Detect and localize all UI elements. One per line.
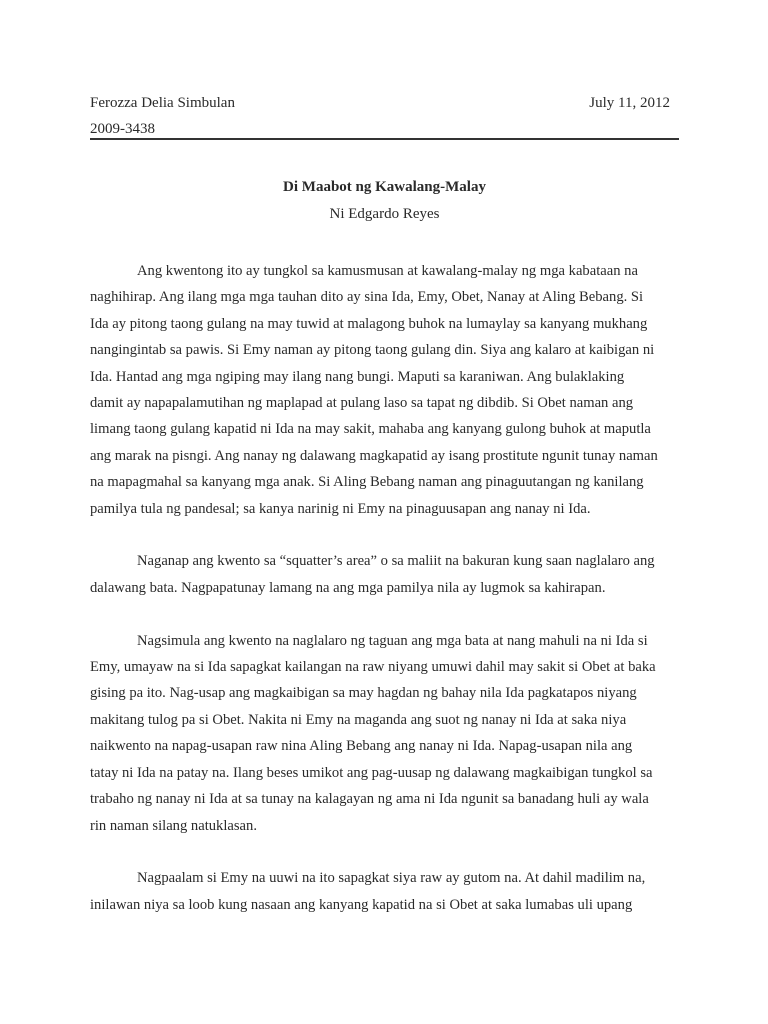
text-line: na mapagmahal sa kanyang mga anak. Si Aling Bebang naman ang pinaguutangan ng kanilang xyxy=(90,474,644,491)
paragraph-1 xyxy=(90,258,680,522)
text-line: Ida. Hantad ang mga ngiping may ilang nang bungi. Maputi sa karaniwan. Ang bulaklaking xyxy=(90,368,625,385)
text-line: naikwento na napag-usapan raw nina Aling Bebang ang nanay ni Ida. Napag-usapan nila ang xyxy=(90,738,633,755)
text-line: makitang tulog pa si Obet. Nakita ni Emy na maganda ang suot ng nanay ni Ida at saka niya xyxy=(90,711,627,728)
text-line: tatay ni Ida na patay na. Ilang beses umikot ang pag-uusap ng dalawang magkaibigan tungkol sa xyxy=(90,764,653,781)
text-line: ang marak na pisngi. Ang nanay ng dalawang magkapatid ay isang prostitute ngunit tunay naman xyxy=(90,447,658,464)
text-line: limang taong gulang kapatid ni Ida na may sakit, mahaba ang kanyang gulong buhok at maputla xyxy=(90,421,651,438)
text-line: Ang kwentong ito ay tungkol sa kamusmusan at kawalang-malay ng mga kabataan na xyxy=(137,263,638,279)
story-byline: Ni Edgardo Reyes xyxy=(329,206,440,222)
text-line: damit ay napapalamutihan ng maplapad at pulang laso sa tapat ng dibdib. Si Obet naman ang xyxy=(90,395,634,412)
text-line: Emy, umayaw na si Ida sapagkat kailangan na raw niyang umuwi dahil may sakit si Obet at baka xyxy=(90,659,656,676)
text-line: nangingintab sa pawis. Si Emy naman ay pitong taong gulang din. Siya ang kalaro at kaibigan ni xyxy=(90,342,655,359)
paragraph-2 xyxy=(90,548,680,601)
text-line: Nagpaalam si Emy na uuwi na ito sapagkat siya raw ay gutom na. At dahil madilim na, xyxy=(137,870,646,887)
paragraph-4 xyxy=(90,865,680,918)
text-line: pamilya tula ng pandesal; sa kanya narinig ni Emy na pinaguusapan ang nanay ni Ida. xyxy=(90,500,591,517)
text-line: gising pa ito. Nag-usap ang magkaibigan sa may hagdan ng bahay nila Ida pagkatapos niyang xyxy=(90,685,637,702)
text-line: Nagsimula ang kwento na naglalaro ng taguan ang mga bata at nang mahuli na ni Ida si xyxy=(137,632,648,649)
text-line: naghihirap. Ang ilang mga mga tauhan dito ay sina Ida, Emy, Obet, Nanay at Aling Bebang. Si xyxy=(90,289,644,306)
header-divider xyxy=(90,138,679,140)
text-line: Naganap ang kwento sa “squatter’s area” o sa maliit na bakuran kung saan naglalaro ang xyxy=(137,553,655,570)
text-line: trabaho ng nanay ni Ida at sa tunay na kalagayan ng ama ni Ida ngunit sa banadang huli ay wala xyxy=(90,791,649,808)
story-title: Di Maabot ng Kawalang-Malay xyxy=(283,179,486,195)
text-line: rin naman silang natuklasan. xyxy=(90,817,257,834)
text-line: inilawan niya sa loob kung nasaan ang kanyang kapatid na si Obet at saka lumabas uli upang xyxy=(90,896,633,913)
student-id: 2009-3438 xyxy=(90,121,155,137)
text-line: dalawang bata. Nagpapatunay lamang na ang mga pamilya nila ay lugmok sa kahirapan. xyxy=(90,579,606,596)
body-text xyxy=(90,258,680,945)
document-date: July 11, 2012 xyxy=(589,95,670,111)
paragraph-3 xyxy=(90,628,680,839)
author-name: Ferozza Delia Simbulan xyxy=(90,95,235,111)
text-line: Ida ay pitong taong gulang na may tuwid at malagong buhok na lumaylay sa kanyang mukhang xyxy=(90,315,648,332)
